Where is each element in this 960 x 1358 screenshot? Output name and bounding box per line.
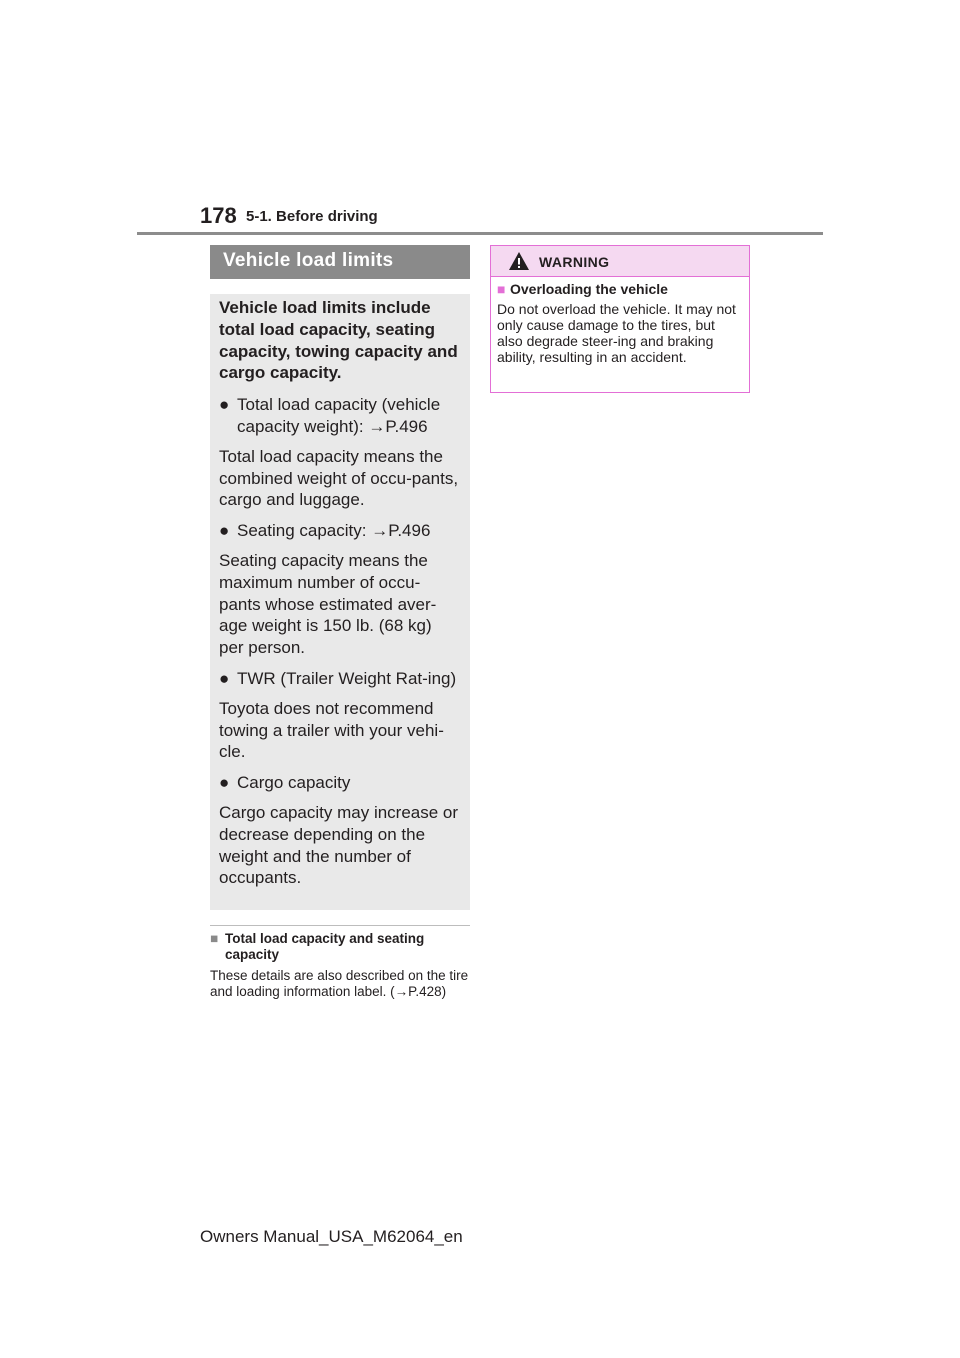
square-bullet-icon: ■: [497, 281, 506, 297]
topic-title: Vehicle load limits: [210, 245, 470, 279]
bullet-text: TWR (Trailer Weight Rat-ing): [237, 668, 457, 688]
bullet-text: Cargo capacity: [237, 773, 351, 793]
topic-box: [210, 294, 470, 910]
header-rule: [137, 232, 823, 235]
bullet-description: Toyota does not recommend towing a trailer with your vehi-cle.: [219, 698, 444, 762]
bullet-item: [219, 520, 460, 542]
topic-intro: Vehicle load limits include total load capacity, seating capacity, towing capacity and cargo capacity.: [219, 298, 458, 383]
bullet-icon: ●: [219, 521, 230, 541]
bullet-item: [219, 772, 460, 794]
bullet-icon: ●: [219, 668, 230, 688]
warning-text: Do not overload the vehicle. It may not only cause damage to the tires, but also degrade steer-ing and braking ability, resulting in an accident.: [497, 301, 736, 365]
square-bullet-icon: ■: [210, 931, 219, 946]
warning-subheading-text: Overloading the vehicle: [510, 281, 668, 297]
warning-header: [491, 246, 749, 277]
bullet-text: Seating capacity: →P.496: [237, 521, 431, 541]
note-heading: [210, 931, 472, 963]
section-title: 5-1. Before driving: [246, 208, 378, 225]
bullet-item: [219, 394, 460, 438]
bullet-description: Seating capacity means the maximum number of occu-pants whose estimated aver-age weight is 150 lb. (68 kg) per person.: [219, 550, 437, 658]
bullet-icon: ●: [219, 773, 230, 793]
bullet-icon: ●: [219, 395, 230, 415]
warning-body: [491, 277, 749, 365]
warning-triangle-icon: [508, 251, 530, 271]
bullet-description: Cargo capacity may increase or decrease depending on the weight and the number of occupants.: [219, 802, 459, 888]
footer-text: Owners Manual_USA_M62064_en: [200, 1227, 463, 1246]
bullet-text: Total load capacity (vehicle capacity weight): →P.496: [237, 395, 441, 436]
note-heading-first: Total load capacity and seating: [225, 931, 425, 946]
note-heading-rest: capacity: [225, 947, 280, 962]
bullet-description: Total load capacity means the combined weight of occu-pants, cargo and luggage.: [219, 446, 459, 510]
section-divider: [210, 925, 470, 926]
note-text: These details are also described on the tire and loading information label. (→P.428): [210, 968, 469, 999]
warning-title: WARNING: [539, 254, 610, 270]
warning-subheading: [497, 281, 743, 297]
bullet-item: [219, 668, 460, 690]
page-number: 178: [200, 203, 237, 228]
warning-box: [490, 245, 750, 393]
